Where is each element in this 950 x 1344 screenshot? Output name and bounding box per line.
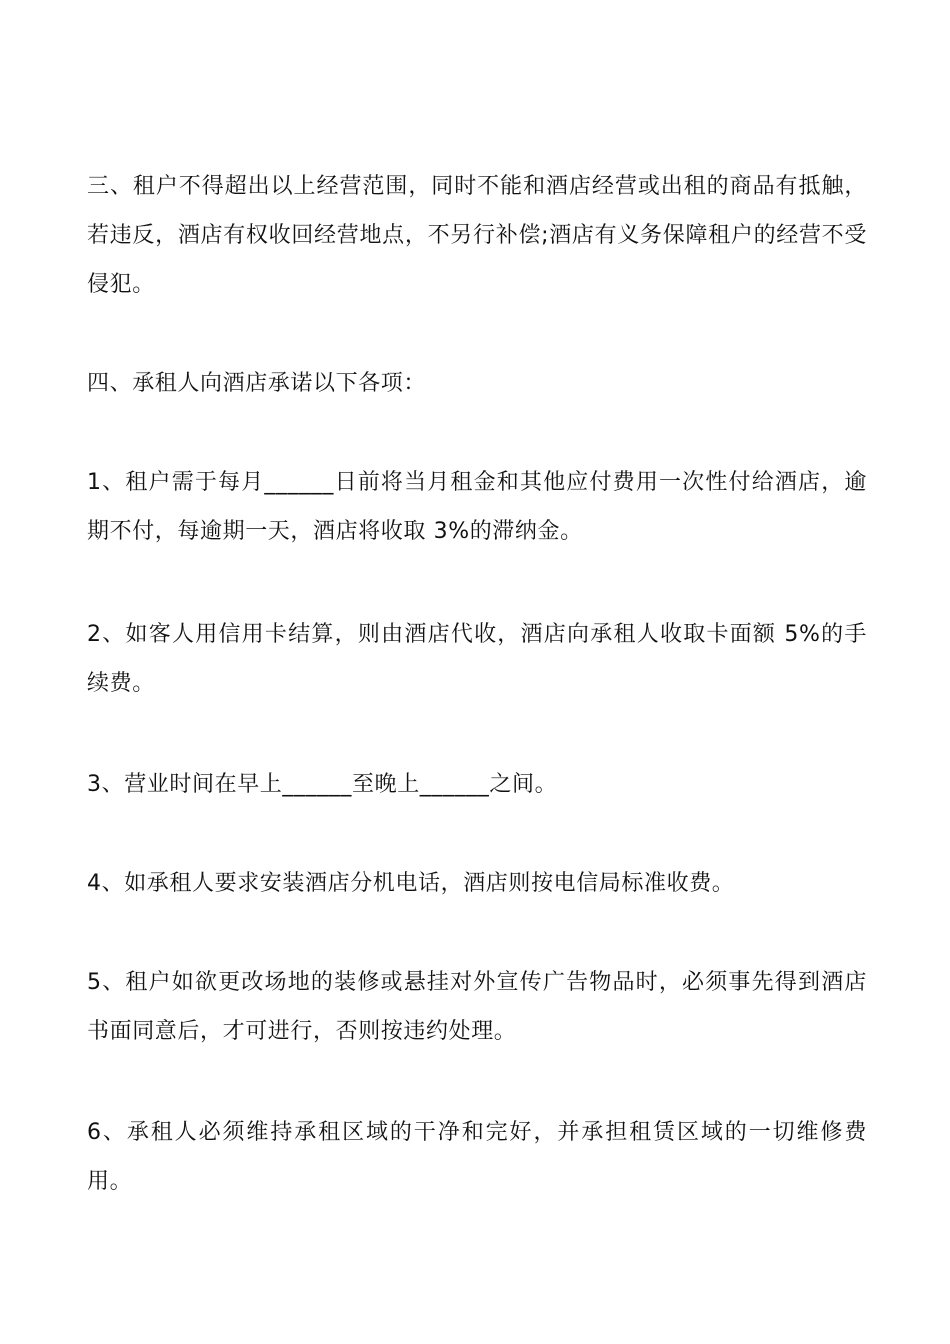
item-2-paragraph: 2、如客人用信用卡结算，则由酒店代收，酒店向承租人收取卡面额 5%的手续费。 (87, 622, 867, 696)
item-1-paragraph: 1、租户需于每月______日前将当月租金和其他应付费用一次性付给酒店，逾期不付，每逾期一天，酒店将收取 3%的滞纳金。 (87, 470, 867, 544)
item-3-paragraph: 3、营业时间在早上______至晚上______之间。 (87, 772, 558, 797)
item-5-paragraph: 5、租户如欲更改场地的装修或悬挂对外宣传广告物品时，必须事先得到酒店书面同意后，才可进行，否则按违约处理。 (87, 970, 867, 1044)
clause-three-paragraph: 三、租户不得超出以上经营范围，同时不能和酒店经营或出租的商品有抵触，若违反，酒店有权收回经营地点，不另行补偿;酒店有义务保障租户的经营不受侵犯。 (87, 174, 867, 297)
item-6-paragraph: 6、承租人必须维持承租区域的干净和完好，并承担租赁区域的一切维修费用。 (87, 1120, 867, 1194)
clause-four-heading: 四、承租人向酒店承诺以下各项： (87, 371, 427, 396)
item-4-paragraph: 4、如承租人要求安装酒店分机电话，酒店则按电信局标准收费。 (87, 871, 735, 896)
